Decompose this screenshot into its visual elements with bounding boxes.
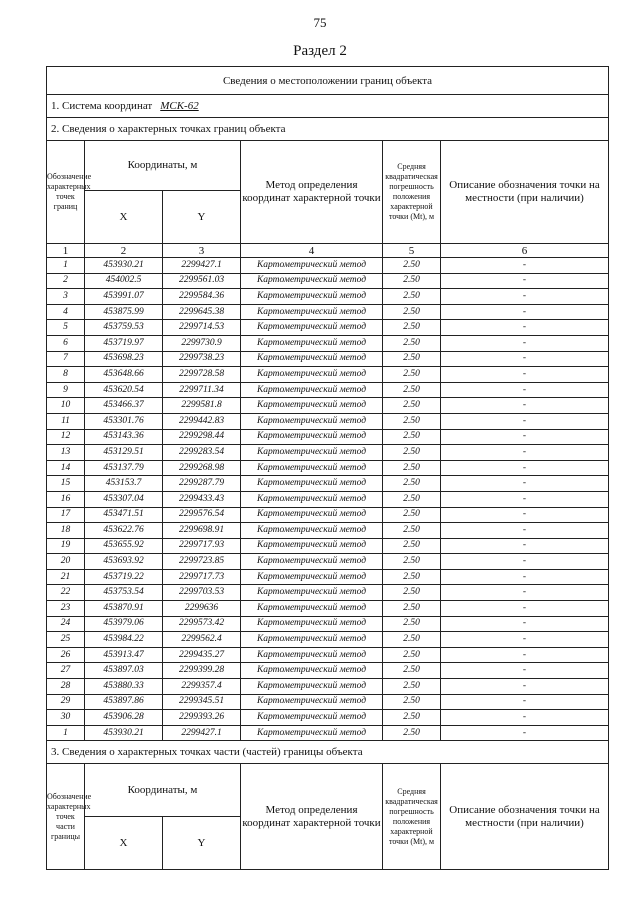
method-cell: Картометрический метод [241, 367, 383, 383]
point-number-cell: 3 [47, 289, 85, 305]
header-x: X [85, 191, 163, 244]
coord-x-cell: 453693.92 [85, 554, 163, 570]
description-cell: - [441, 679, 609, 695]
error-cell: 2.50 [383, 647, 441, 663]
coord-x-cell: 453906.28 [85, 710, 163, 726]
point-number-cell: 13 [47, 445, 85, 461]
point-number-cell: 26 [47, 647, 85, 663]
column-number: 2 [85, 244, 163, 258]
coord-y-cell: 2299703.53 [163, 585, 241, 601]
coord-y-cell: 2299723.85 [163, 554, 241, 570]
error-cell: 2.50 [383, 445, 441, 461]
point-number-cell: 21 [47, 569, 85, 585]
error-cell: 2.50 [383, 538, 441, 554]
error-cell: 2.50 [383, 679, 441, 695]
coord-x-cell: 453471.51 [85, 507, 163, 523]
error-cell: 2.50 [383, 335, 441, 351]
coord-x-cell: 453648.66 [85, 367, 163, 383]
coord-y-cell: 2299433.43 [163, 491, 241, 507]
point-number-cell: 15 [47, 476, 85, 492]
coord-y-cell: 2299581.8 [163, 398, 241, 414]
coord-x-cell: 453875.99 [85, 304, 163, 320]
method-cell: Картометрический метод [241, 289, 383, 305]
description-cell: - [441, 554, 609, 570]
table-row [47, 476, 609, 492]
description-cell: - [441, 460, 609, 476]
table-row [47, 725, 609, 741]
coord-y-cell: 2299561.03 [163, 273, 241, 289]
table-row [47, 647, 609, 663]
table-row [47, 382, 609, 398]
part-header-coords: Координаты, м [85, 764, 241, 817]
table-row [47, 304, 609, 320]
part-header-method: Метод определения координат характерной точки [241, 764, 383, 870]
table-row [47, 554, 609, 570]
description-cell: - [441, 382, 609, 398]
coord-x-cell: 453620.54 [85, 382, 163, 398]
description-cell: - [441, 601, 609, 617]
description-cell: - [441, 429, 609, 445]
method-cell: Картометрический метод [241, 725, 383, 741]
coord-x-cell: 453984.22 [85, 632, 163, 648]
table-row [47, 429, 609, 445]
table-row [47, 632, 609, 648]
description-cell: - [441, 647, 609, 663]
point-number-cell: 14 [47, 460, 85, 476]
point-number-cell: 8 [47, 367, 85, 383]
coord-y-cell: 2299562.4 [163, 632, 241, 648]
coord-x-cell: 453979.06 [85, 616, 163, 632]
table-row [47, 445, 609, 461]
method-cell: Картометрический метод [241, 663, 383, 679]
header-description: Описание обозначения точки на местности (при наличии) [441, 141, 609, 244]
description-cell: - [441, 694, 609, 710]
header-point: Обозначение характерных точек границ [47, 141, 85, 244]
coord-x-cell: 453719.97 [85, 335, 163, 351]
table-row [47, 335, 609, 351]
error-cell: 2.50 [383, 398, 441, 414]
description-cell: - [441, 413, 609, 429]
coord-y-cell: 2299283.54 [163, 445, 241, 461]
column-number: 4 [241, 244, 383, 258]
error-cell: 2.50 [383, 694, 441, 710]
point-number-cell: 2 [47, 273, 85, 289]
method-cell: Картометрический метод [241, 382, 383, 398]
method-cell: Картометрический метод [241, 304, 383, 320]
table-row [47, 413, 609, 429]
section-title: Раздел 2 [293, 43, 347, 59]
method-cell: Картометрический метод [241, 569, 383, 585]
description-cell: - [441, 304, 609, 320]
coord-x-cell: 453143.36 [85, 429, 163, 445]
description-cell: - [441, 725, 609, 741]
table-row [47, 507, 609, 523]
coord-x-cell: 453897.03 [85, 663, 163, 679]
table-row [47, 289, 609, 305]
coord-y-cell: 2299399.28 [163, 663, 241, 679]
description-cell: - [441, 585, 609, 601]
table-row [47, 585, 609, 601]
coord-y-cell: 2299573.42 [163, 616, 241, 632]
table-row [47, 491, 609, 507]
error-cell: 2.50 [383, 601, 441, 617]
coord-y-cell: 2299298.44 [163, 429, 241, 445]
error-cell: 2.50 [383, 569, 441, 585]
description-cell: - [441, 710, 609, 726]
coord-x-cell: 453991.07 [85, 289, 163, 305]
method-cell: Картометрический метод [241, 445, 383, 461]
part-header-x: X [85, 817, 163, 870]
column-number: 6 [441, 244, 609, 258]
points-heading-row [47, 118, 609, 141]
table-row [47, 460, 609, 476]
header-y: Y [163, 191, 241, 244]
table-row [47, 258, 609, 274]
method-cell: Картометрический метод [241, 460, 383, 476]
boundary-table [46, 66, 609, 870]
method-cell: Картометрический метод [241, 554, 383, 570]
description-cell: - [441, 476, 609, 492]
coord-y-cell: 2299427.1 [163, 258, 241, 274]
table-title-row [47, 67, 609, 95]
point-number-cell: 25 [47, 632, 85, 648]
coord-y-cell: 2299435.27 [163, 647, 241, 663]
coord-y-cell: 2299730.9 [163, 335, 241, 351]
method-cell: Картометрический метод [241, 258, 383, 274]
coord-y-cell: 2299345.51 [163, 694, 241, 710]
method-cell: Картометрический метод [241, 507, 383, 523]
point-number-cell: 4 [47, 304, 85, 320]
coord-y-cell: 2299584.36 [163, 289, 241, 305]
coord-y-cell: 2299287.79 [163, 476, 241, 492]
coord-x-cell: 453930.21 [85, 258, 163, 274]
part-header-y: Y [163, 817, 241, 870]
description-cell: - [441, 367, 609, 383]
description-cell: - [441, 320, 609, 336]
point-number-cell: 22 [47, 585, 85, 601]
error-cell: 2.50 [383, 351, 441, 367]
method-cell: Картометрический метод [241, 710, 383, 726]
point-number-cell: 1 [47, 725, 85, 741]
coord-y-cell: 2299717.73 [163, 569, 241, 585]
coord-x-cell: 453153.7 [85, 476, 163, 492]
description-cell: - [441, 351, 609, 367]
column-number: 5 [383, 244, 441, 258]
coord-y-cell: 2299636 [163, 601, 241, 617]
coord-y-cell: 2299427.1 [163, 725, 241, 741]
method-cell: Картометрический метод [241, 429, 383, 445]
table-row [47, 273, 609, 289]
coordinate-system-cell [47, 95, 609, 118]
coord-y-cell: 2299357.4 [163, 679, 241, 695]
error-cell: 2.50 [383, 382, 441, 398]
coord-x-cell: 453655.92 [85, 538, 163, 554]
error-cell: 2.50 [383, 632, 441, 648]
table-title: Сведения о местоположении границ объекта [47, 67, 609, 95]
coord-x-cell: 453622.76 [85, 523, 163, 539]
error-cell: 2.50 [383, 585, 441, 601]
table-row [47, 398, 609, 414]
method-cell: Картометрический метод [241, 320, 383, 336]
table-row [47, 351, 609, 367]
description-cell: - [441, 523, 609, 539]
table-row [47, 367, 609, 383]
coord-x-cell: 453753.54 [85, 585, 163, 601]
point-number-cell: 24 [47, 616, 85, 632]
error-cell: 2.50 [383, 491, 441, 507]
coordinate-system-row [47, 95, 609, 118]
method-cell: Картометрический метод [241, 335, 383, 351]
point-number-cell: 27 [47, 663, 85, 679]
table-row [47, 601, 609, 617]
part-heading-row [47, 741, 609, 764]
method-cell: Картометрический метод [241, 616, 383, 632]
header-method: Метод определения координат характерной точки [241, 141, 383, 244]
coord-x-cell: 453930.21 [85, 725, 163, 741]
part-header-row-1 [47, 764, 609, 817]
method-cell: Картометрический метод [241, 601, 383, 617]
method-cell: Картометрический метод [241, 632, 383, 648]
coord-y-cell: 2299576.54 [163, 507, 241, 523]
method-cell: Картометрический метод [241, 476, 383, 492]
part-header-error: Средняя квадратическая погрешность положения характерной точки (Mt), м [383, 764, 441, 870]
part-header-point: Обозначение характерных точек части границы [47, 764, 85, 870]
point-number-cell: 1 [47, 258, 85, 274]
coord-x-cell: 453307.04 [85, 491, 163, 507]
points-heading: 2. Сведения о характерных точках границ объекта [47, 118, 609, 141]
point-number-cell: 5 [47, 320, 85, 336]
error-cell: 2.50 [383, 476, 441, 492]
description-cell: - [441, 538, 609, 554]
coord-x-cell: 453870.91 [85, 601, 163, 617]
coord-y-cell: 2299698.91 [163, 523, 241, 539]
description-cell: - [441, 335, 609, 351]
error-cell: 2.50 [383, 616, 441, 632]
error-cell: 2.50 [383, 413, 441, 429]
coord-x-cell: 453137.79 [85, 460, 163, 476]
point-number-cell: 18 [47, 523, 85, 539]
error-cell: 2.50 [383, 273, 441, 289]
error-cell: 2.50 [383, 367, 441, 383]
error-cell: 2.50 [383, 304, 441, 320]
description-cell: - [441, 398, 609, 414]
coord-x-cell: 453913.47 [85, 647, 163, 663]
coord-y-cell: 2299645.38 [163, 304, 241, 320]
description-cell: - [441, 616, 609, 632]
point-number-cell: 7 [47, 351, 85, 367]
point-number-cell: 28 [47, 679, 85, 695]
point-number-cell: 9 [47, 382, 85, 398]
error-cell: 2.50 [383, 710, 441, 726]
table-row [47, 569, 609, 585]
method-cell: Картометрический метод [241, 694, 383, 710]
part-heading: 3. Сведения о характерных точках части (частей) границы объекта [47, 741, 609, 764]
part-header-description: Описание обозначения точки на местности (при наличии) [441, 764, 609, 870]
table-row [47, 616, 609, 632]
coord-y-cell: 2299714.53 [163, 320, 241, 336]
coord-y-cell: 2299393.26 [163, 710, 241, 726]
error-cell: 2.50 [383, 554, 441, 570]
point-number-cell: 20 [47, 554, 85, 570]
coord-y-cell: 2299738.23 [163, 351, 241, 367]
point-number-cell: 19 [47, 538, 85, 554]
column-number: 1 [47, 244, 85, 258]
table-row [47, 523, 609, 539]
description-cell: - [441, 445, 609, 461]
point-number-cell: 12 [47, 429, 85, 445]
method-cell: Картометрический метод [241, 491, 383, 507]
coord-y-cell: 2299442.83 [163, 413, 241, 429]
description-cell: - [441, 258, 609, 274]
point-number-cell: 30 [47, 710, 85, 726]
description-cell: - [441, 632, 609, 648]
description-cell: - [441, 273, 609, 289]
method-cell: Картометрический метод [241, 538, 383, 554]
description-cell: - [441, 569, 609, 585]
coordinate-system-value: МСК-62 [160, 100, 199, 112]
coord-y-cell: 2299711.34 [163, 382, 241, 398]
error-cell: 2.50 [383, 289, 441, 305]
description-cell: - [441, 491, 609, 507]
point-number-cell: 10 [47, 398, 85, 414]
method-cell: Картометрический метод [241, 273, 383, 289]
point-number-cell: 6 [47, 335, 85, 351]
error-cell: 2.50 [383, 725, 441, 741]
table-row [47, 679, 609, 695]
column-numbers-row [47, 244, 609, 258]
header-row-1 [47, 141, 609, 191]
table-row [47, 710, 609, 726]
method-cell: Картометрический метод [241, 398, 383, 414]
point-number-cell: 11 [47, 413, 85, 429]
error-cell: 2.50 [383, 460, 441, 476]
error-cell: 2.50 [383, 523, 441, 539]
coord-y-cell: 2299268.98 [163, 460, 241, 476]
error-cell: 2.50 [383, 663, 441, 679]
coord-y-cell: 2299728.58 [163, 367, 241, 383]
coord-x-cell: 453301.76 [85, 413, 163, 429]
table-row [47, 538, 609, 554]
page-number: 75 [313, 15, 327, 30]
coord-x-cell: 453698.23 [85, 351, 163, 367]
method-cell: Картометрический метод [241, 523, 383, 539]
coord-x-cell: 453129.51 [85, 445, 163, 461]
coord-x-cell: 453880.33 [85, 679, 163, 695]
method-cell: Картометрический метод [241, 679, 383, 695]
coordinate-system-label: 1. Система координат [51, 100, 153, 112]
coord-x-cell: 454002.5 [85, 273, 163, 289]
description-cell: - [441, 289, 609, 305]
method-cell: Картометрический метод [241, 351, 383, 367]
description-cell: - [441, 663, 609, 679]
coord-x-cell: 453466.37 [85, 398, 163, 414]
header-error: Средняя квадратическая погрешность положения характерной точки (Mt), м [383, 141, 441, 244]
method-cell: Картометрический метод [241, 413, 383, 429]
coord-x-cell: 453719.22 [85, 569, 163, 585]
error-cell: 2.50 [383, 258, 441, 274]
column-number: 3 [163, 244, 241, 258]
point-number-cell: 23 [47, 601, 85, 617]
header-coords: Координаты, м [85, 141, 241, 191]
point-number-cell: 17 [47, 507, 85, 523]
method-cell: Картометрический метод [241, 647, 383, 663]
error-cell: 2.50 [383, 320, 441, 336]
coord-x-cell: 453759.53 [85, 320, 163, 336]
table-row [47, 663, 609, 679]
point-number-cell: 29 [47, 694, 85, 710]
error-cell: 2.50 [383, 507, 441, 523]
table-row [47, 694, 609, 710]
description-cell: - [441, 507, 609, 523]
method-cell: Картометрический метод [241, 585, 383, 601]
coord-y-cell: 2299717.93 [163, 538, 241, 554]
table-row [47, 320, 609, 336]
point-number-cell: 16 [47, 491, 85, 507]
coord-x-cell: 453897.86 [85, 694, 163, 710]
error-cell: 2.50 [383, 429, 441, 445]
